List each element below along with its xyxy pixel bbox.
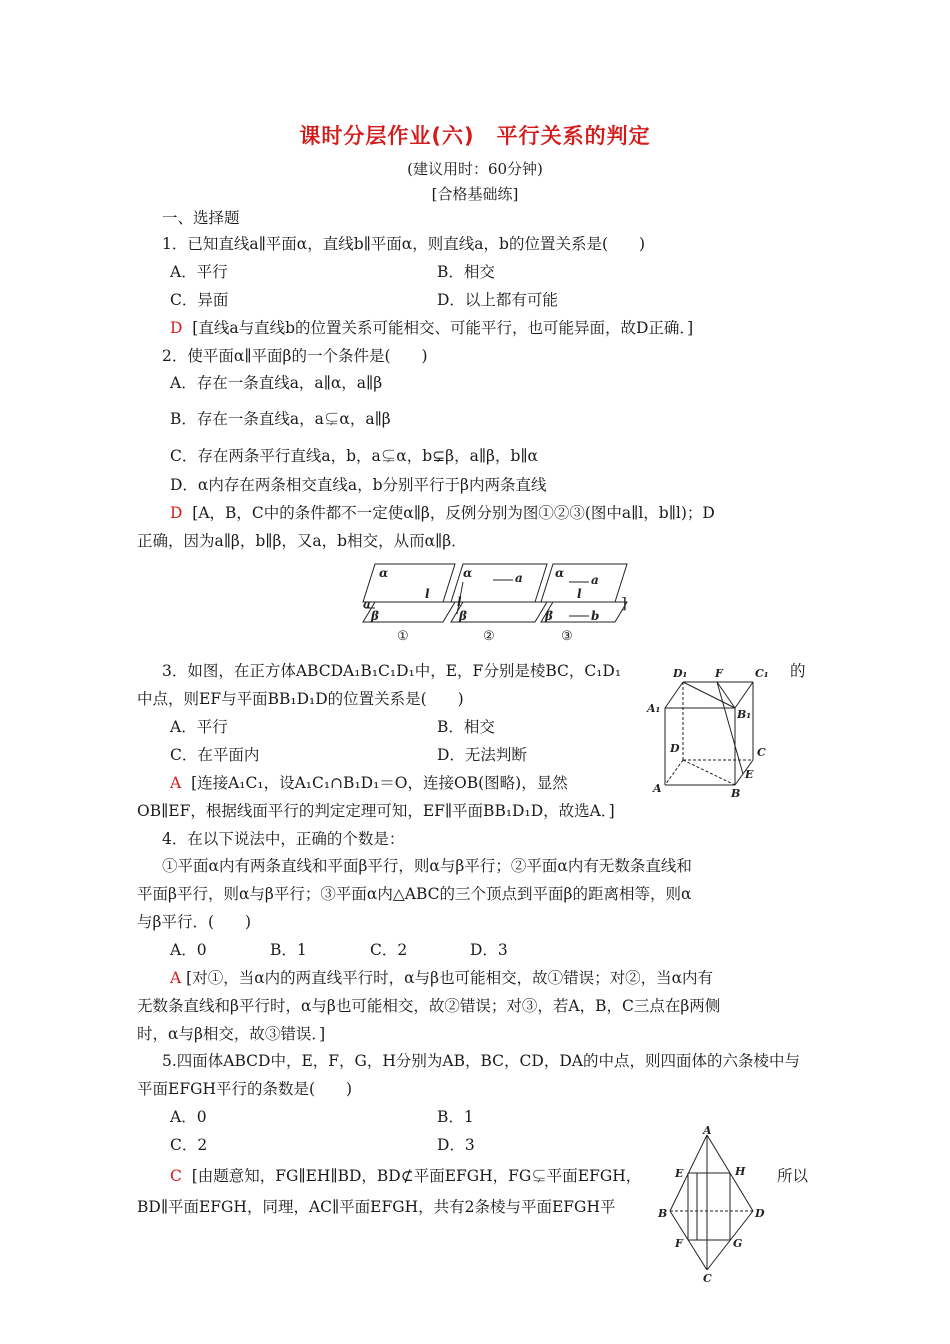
section-heading: 一、选择题 xyxy=(162,209,240,227)
q3-stem-1: 3．如图，在正方体ABCDA₁B₁C₁D₁中，E，F分别是棱BC，C₁D₁ xyxy=(162,662,622,680)
q5-answer: C xyxy=(170,1167,182,1185)
fig-number-3: ③ xyxy=(561,629,573,644)
q3-stem-1-end: 的 xyxy=(790,662,806,680)
cube-label-d: D xyxy=(670,742,680,755)
counterexample-figures xyxy=(355,562,635,644)
q3-option-c: C．在平面内 xyxy=(170,746,260,764)
q1-explanation xyxy=(170,318,693,338)
tetra-label-e: E xyxy=(675,1167,684,1180)
time-note: (建议用时：60分钟) xyxy=(407,160,543,178)
fig1-alpha-label: α xyxy=(379,566,389,580)
q1-answer: D xyxy=(170,319,183,337)
q4-explanation-1 xyxy=(170,968,713,988)
q5-explanation-text-1: [由题意知，FG∥EH∥BD，BD⊄平面EFGH，FG⊊平面EFGH， xyxy=(191,1167,642,1185)
q5-stem-2: 平面EFGH平行的条数是( ) xyxy=(137,1080,353,1098)
fig-number-1: ① xyxy=(397,629,409,644)
q4-explanation-text-1: [对①，当α内的两直线平行时，α与β也可能相交，故①错误；对②，当α内有 xyxy=(186,969,714,987)
fig3-plane-alpha xyxy=(541,564,627,602)
tetra-label-h: H xyxy=(735,1165,746,1178)
q3-answer: A xyxy=(170,774,182,792)
q1-stem: 1．已知直线a∥平面α，直线b∥平面α，则直线a，b的位置关系是( ) xyxy=(162,235,646,253)
fig2-beta-label: β xyxy=(459,609,467,623)
q4-statement-2: 平面β平行，则α与β平行；③平面α内△ABC的三个顶点到平面β的距离相等，则α xyxy=(137,885,692,903)
fig1-plane-alpha xyxy=(363,564,455,602)
q3-explanation-2: OB∥EF，根据线面平行的判定定理可知，EF∥平面BB₁D₁D，故选A．] xyxy=(137,802,615,820)
q1-option-c: C．异面 xyxy=(170,291,229,309)
q5-option-a: A．0 xyxy=(170,1108,207,1126)
q4-statement-3: 与β平行．( ) xyxy=(137,913,252,931)
cube-label-f: F xyxy=(715,667,723,680)
fig3-l-label: l xyxy=(577,587,582,601)
q2-answer: D xyxy=(170,504,183,522)
q5-option-c: C．2 xyxy=(170,1136,208,1154)
fig1-l-label: l xyxy=(425,587,430,601)
q4-option-a: A．0 xyxy=(170,941,207,959)
q4-option-c: C．2 xyxy=(370,941,408,959)
level-label: [合格基础练] xyxy=(431,185,519,203)
q2-option-c: C．存在两条平行直线a，b，a⊊α，b⊊β，a∥β，b∥α xyxy=(170,447,539,465)
q1-explanation-text: [直线a与直线b的位置关系可能相交、可能平行，也可能异面，故D正确．] xyxy=(192,319,694,337)
q5-explanation-1-end: 所以 xyxy=(777,1167,809,1185)
fig3-plane-beta xyxy=(541,602,627,622)
q2-explanation-text-1: [A，B，C中的条件都不一定使α∥β，反例分别为图①②③(图中a∥l，b∥l)；D xyxy=(192,504,715,522)
tetra-label-a: A xyxy=(703,1125,712,1137)
q2-option-a: A．存在一条直线a，a∥α，a∥β xyxy=(170,374,383,392)
q2-explanation-1 xyxy=(170,503,715,523)
q4-stem: 4．在以下说法中，正确的个数是： xyxy=(162,830,405,848)
page-title: 课时分层作业(六) 平行关系的判定 xyxy=(299,124,651,148)
q2-option-d: D．α内存在两条相交直线a，b分别平行于β内两条直线 xyxy=(170,476,547,494)
q3-option-a: A．平行 xyxy=(170,718,228,736)
q4-answer: A xyxy=(170,969,182,987)
tetra-label-d: D xyxy=(755,1207,765,1220)
cube-label-b: B xyxy=(731,787,741,800)
cube-label-d1: D₁ xyxy=(673,667,688,680)
fig3-a-label: a xyxy=(591,573,599,587)
q4-option-b: B．1 xyxy=(270,941,307,959)
q1-option-a: A．平行 xyxy=(170,263,228,281)
cube-label-a1: A₁ xyxy=(647,702,661,715)
tetra-label-f: F xyxy=(675,1237,683,1250)
q1-option-d: D．以上都有可能 xyxy=(437,291,558,309)
q3-explanation-1 xyxy=(170,773,568,793)
q3-option-b: B．相交 xyxy=(437,718,495,736)
q4-option-d: D．3 xyxy=(470,941,508,959)
tetra-label-b: B xyxy=(658,1207,668,1220)
q4-statement-1: ①平面α内有两条直线和平面β平行，则α与β平行；②平面α内有无数条直线和 xyxy=(162,857,692,875)
tetra-label-c: C xyxy=(703,1272,712,1285)
fig3-b-label: b xyxy=(591,609,600,623)
q4-explanation-2: 无数条直线和β平行时，α与β也可能相交，故②错误；对③，若A，B，C三点在β两侧 xyxy=(137,997,721,1015)
q4-explanation-3: 时，α与β相交，故③错误．] xyxy=(137,1025,326,1043)
cube-figure xyxy=(645,660,775,800)
fig-number-2: ② xyxy=(483,629,495,644)
q1-option-b: B．相交 xyxy=(437,263,495,281)
cube-label-b1: B₁ xyxy=(737,708,752,721)
q5-explanation-2: BD∥平面EFGH，同理，AC∥平面EFGH，共有2条棱与平面EFGH平 xyxy=(137,1198,616,1216)
fig2-a-label: a xyxy=(515,571,523,585)
q2-explanation-close: ] xyxy=(621,594,627,612)
cube-label-c: C xyxy=(757,746,766,759)
cube-label-e: E xyxy=(745,768,754,781)
cube-label-a: A xyxy=(653,782,662,795)
q2-stem: 2．使平面α∥平面β的一个条件是( ) xyxy=(162,347,428,365)
tetra-label-g: G xyxy=(733,1237,743,1250)
fig1-beta-label: β xyxy=(371,609,379,623)
q5-option-d: D．3 xyxy=(437,1136,475,1154)
fig1-a-label: a xyxy=(363,597,371,611)
cube-label-c1: C₁ xyxy=(755,667,769,680)
q2-option-b: B．存在一条直线a，a⊊α，a∥β xyxy=(170,410,391,428)
q2-explanation-2: 正确，因为a∥β，b∥β，又a，b相交，从而α∥β． xyxy=(137,532,467,550)
q5-option-b: B．1 xyxy=(437,1108,474,1126)
fig2-alpha-label: α xyxy=(463,566,473,580)
fig2-l-label: l xyxy=(457,595,462,609)
fig3-alpha-label: α xyxy=(555,566,565,580)
q5-stem-1: 5.四面体ABCD中，E，F，G，H分别为AB，BC，CD，DA的中点，则四面体的六条棱中与 xyxy=(162,1052,800,1070)
q3-stem-2: 中点，则EF与平面BB₁D₁D的位置关系是( ) xyxy=(137,690,464,708)
fig3-beta-label: β xyxy=(545,609,553,623)
q3-option-d: D．无法判断 xyxy=(437,746,527,764)
tetrahedron-figure xyxy=(655,1125,770,1285)
q5-explanation-1 xyxy=(170,1166,641,1186)
q3-explanation-text-1: [连接A₁C₁，设A₁C₁∩B₁D₁＝O，连接OB(图略)，显然 xyxy=(191,774,568,792)
